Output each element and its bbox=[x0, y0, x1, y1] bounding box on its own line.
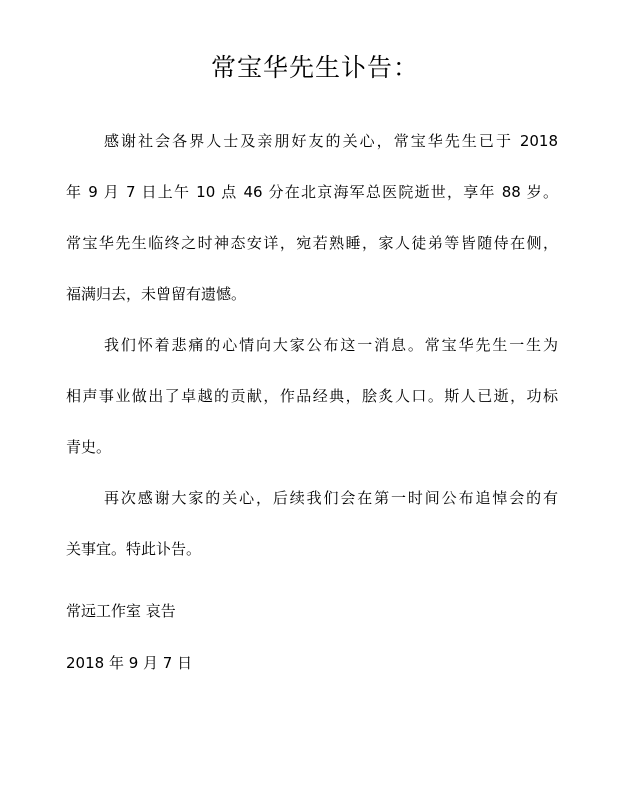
page-title: 常宝华先生讣告： bbox=[210, 53, 419, 82]
paragraph-1-line-4: 福满归去，未曾留有遗憾。 bbox=[66, 285, 247, 303]
paragraph-2-line-2: 相声事业做出了卓越的贡献，作品经典，脍炙人口。斯人已逝，功标 bbox=[66, 387, 558, 405]
paragraph-2-line-3: 青史。 bbox=[66, 438, 112, 456]
obituary-body bbox=[66, 120, 558, 579]
document-date: 2018 年 9 月 7 日 bbox=[66, 654, 193, 672]
paragraph-3-line-1: 再次感谢大家的关心，后续我们会在第一时间公布追悼会的有 bbox=[104, 489, 558, 507]
paragraph-1-line-2: 年 9 月 7 日上午 10 点 46 分在北京海军总医院逝世，享年 88 岁。 bbox=[66, 183, 558, 201]
paragraph-2-line-1: 我们怀着悲痛的心情向大家公布这一消息。常宝华先生一生为 bbox=[104, 336, 558, 354]
paragraph-1-line-1: 感谢社会各界人士及亲朋好友的关心，常宝华先生已于 2018 bbox=[104, 132, 558, 150]
paragraph-1-line-3: 常宝华先生临终之时神态安详，宛若熟睡，家人徒弟等皆随侍在侧， bbox=[66, 234, 558, 252]
paragraph-3-line-2: 关事宜。特此讣告。 bbox=[66, 540, 202, 558]
signature: 常远工作室 哀告 bbox=[66, 602, 176, 620]
